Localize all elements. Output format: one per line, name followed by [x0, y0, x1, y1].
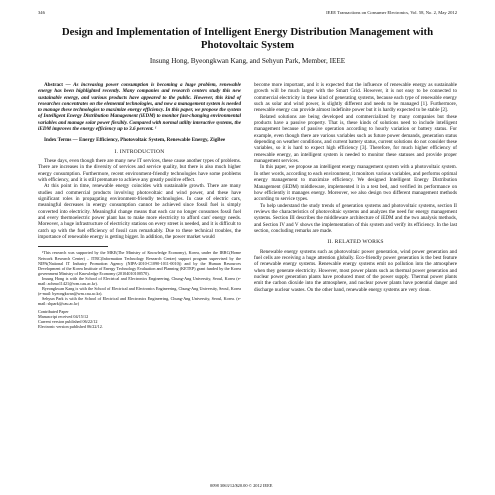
right-paragraph-4: To help understand the study trends of generation systems and photovoltaic systems, section II reviews the characteristics of photovoltaic systems and analyzes the need for energy management systems. Section III describes the middleware architecture of iEDM and the two analysis methods, and Section IV and V shows the implementation of this system and verify its efficiency. In the last section, concluding remarks are made.	[254, 202, 457, 234]
paper-title: Design and Implementation of Intelligent Energy Distribution Management with Photovoltaic System	[61, 26, 434, 51]
footnote-divider	[38, 246, 108, 247]
intro-paragraph-2: At this point in time, renewable energy coincides with sustainable growth. There are many studies and commercial products involving photovoltaic and wind power, and these have significant roles in propagating environment-friendly technologies. In case of electric cars, meaningful decreases in energy consumption cannot be achieved since fossil fuel is simply converted into electricity. Meaningful change means that each car no longer consumes fossil fuel and every thermoelectric power plant has to make more electricity to afford cars' energy needs. Moreover, a huge infrastructure of electricity stations on every street is needed, and it is difficult to catch up with the fuel efficiency of fossil cars remarkably. Due to these technical troubles, the importance of renewable energy is getting bigger. In addition, the power market would	[38, 183, 241, 241]
contributed-paper-label: Contributed Paper	[38, 308, 69, 314]
copyright-footer: 0098 3063/12/$20.00 © 2012 IEEE	[210, 483, 273, 488]
current-version-date: Current version published 06/22/12	[38, 318, 98, 324]
abstract	[38, 82, 241, 132]
left-column	[38, 82, 241, 329]
manuscript-dates	[38, 309, 241, 329]
received-date: Manuscript received 04/15/12	[38, 313, 89, 319]
right-column	[254, 82, 457, 293]
right-paragraph-2: Related solutions are being developed and commercialized by many companies but these products have a passive property. That is, these kinds of solutions need to include intelligent management because of passive operation according to hourly variation or battery status. For example, even though there are various variables such as future power demands, generation status depending on weather conditions, and current battery status, current solutions do not consider these variables, so it is hard to expect high efficiency [3]. Therefore, for much higher efficiency of renewable energy, an intelligent system is needed to monitor these statuses and provide proper management services.	[254, 113, 457, 165]
section-heading-related-works: II. RELATED WORKS	[327, 239, 384, 246]
abstract-text: — As increasing power consumption is becoming a huge problem, renewable energy has been highlighted recently. Many companies and research centers study this new sustainable energy, and various products have appeared to the public. However, this kind of researches concentrates on the elemental technologies, and now a management system is needed to manage these technologies to maximize energy efficiency. In this paper, we propose the system of Intelligent Energy Distribution Management (iEDM) to monitor fast-changing environmental variables and manage solar power flexibly. Compared with normal utility interactive systems, the iEDM improves the energy efficiency up to 3.6 percent. ¹	[38, 82, 241, 133]
running-header	[38, 10, 457, 18]
author-affiliation-2: Byeongkwan Kang is with the School of Electrical and Electronics Engineering, Chung-Ang University, Seoul, Korea (e-mail: byeongkwan@wm.cau.ac.kr).	[38, 286, 241, 297]
right-paragraph-1: become more important, and it is expected that the influence of renewable energy as sustainable growth will be much larger with the Smart Grid. However, it is not easy to be connected to commercial electricity in these kind of generating systems, because each type of renewable energy such as solar and wind power, is slightly different and needs to be managed [1]. Furthermore, renewable energy can provide almost indefinite power but it is hardly expected to be stable [2].	[254, 82, 457, 114]
author-list: Insung Hong, Byeongkwan Kang, and Sehyun Park, Member, IEEE	[149, 57, 346, 65]
index-terms: Index Terms — Energy Efficiency, Photovoltaic System, Renewable Energy, ZigBee	[44, 137, 226, 144]
intro-paragraph-1: These days, even though there are many new IT services, these cause another types of problems. There are increases in the diversity of services and service quality, but there is also much higher energy consumption. Furthermore, recent environment-friendly technologies have some problems with efficiency, and it is still premature to achieve any greatly positive effect.	[38, 158, 241, 184]
funding-footnote: ¹This research was supported by the MKE(The Ministry of Knowledge Economy), Korea, under the IRRC(Home Network Research Center) – ITRC(Information Technology Research Center) support program supervised by the NIPA(National IT Industry Promotion Agency (NIPA-2010-C1090-1011-0010)) and by the Human Resources Development of the Korea Institute of Energy Technology Evaluation and Planning (KETEP) grant funded by the Korea government Ministry of Knowledge Economy (20104010100570).	[38, 250, 241, 276]
abstract-label: Abstract	[44, 82, 63, 88]
author-affiliation-3: Sehyun Park is with the School of Electrical and Electronics Engineering, Chung-Ang University, Seoul, Korea. (e-mail: shpark@cau.ac.kr)	[38, 296, 241, 307]
author-affiliation-1: Insung Hong is with the School of Electrical and Electronics Engineering, Chung-Ang University, Seoul, Korea (e-mail: achmo11421@wm.cau.ac.kr).	[38, 275, 241, 287]
page-number: 346	[38, 10, 45, 15]
related-works-paragraph-1: Renewable energy systems such as photovoltaic power generation, wind power generation and fuel cells are receiving a huge attention globally. Eco-friendly power generation is the best feature of renewable energy systems. Renewable energy systems emit no pollution into the atmosphere when they generate electricity. However, most power plants such as thermal power generation and nuclear power generation plants have produced most of the power supply. Thermal power plants emit the carbon dioxide into the atmosphere, and nuclear power plants have potential danger and discharge nuclear wastes. On the other hand, renewable energy systems are very clean.	[254, 248, 457, 293]
section-heading-introduction: I. INTRODUCTION	[114, 148, 165, 155]
right-paragraph-3: In this paper, we propose an intelligent energy management system with a photovoltaic system. In other words, according to each environment, it monitors various variables, and performs optimal energy management to maximize efficiency. We designed Intelligent Energy Distribution Management (iEDM) middleware, implemented it in a test bed, and verified its performance on how efficiently it manages energy. Moreover, we also design two different management methods according to service types.	[254, 164, 457, 203]
journal-citation: IEEE Transactions on Consumer Electronics, Vol. 58, No. 2, May 2012	[326, 10, 457, 15]
electronic-version-date: Electronic version published 06/22/12.	[38, 323, 103, 329]
